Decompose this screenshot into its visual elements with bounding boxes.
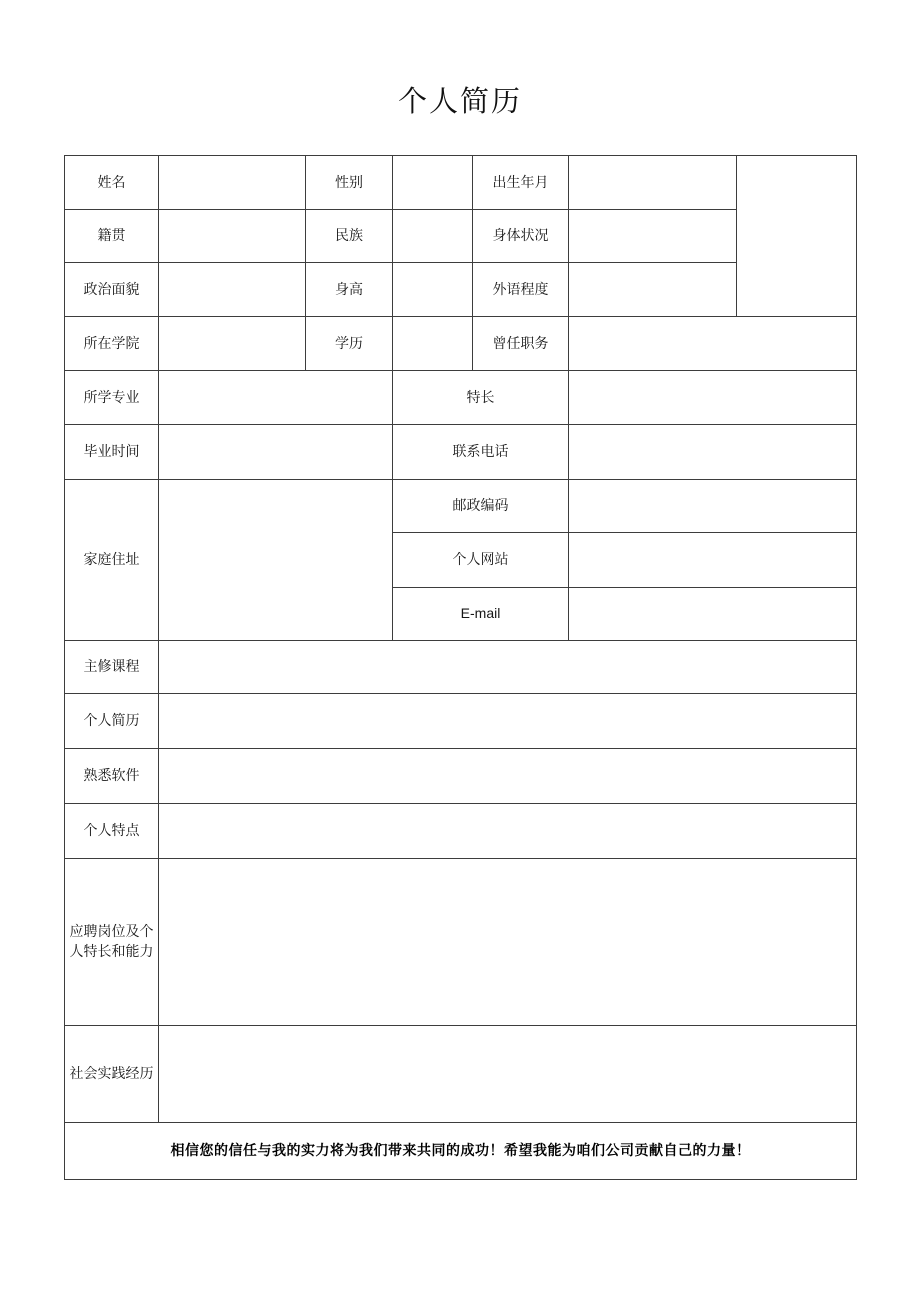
- home-address-value[interactable]: [159, 480, 393, 641]
- graduation-time-label: 毕业时间: [65, 425, 159, 480]
- closing-slogan: 相信您的信任与我的实力将为我们带来共同的成功！希望我能为咱们公司贡献自己的力量！: [65, 1123, 857, 1180]
- personal-resume-label: 个人简历: [65, 694, 159, 749]
- major-value[interactable]: [159, 371, 393, 425]
- foreign-language-label: 外语程度: [473, 263, 569, 317]
- name-value[interactable]: [159, 156, 306, 210]
- education-level-value[interactable]: [393, 317, 473, 371]
- main-courses-label: 主修课程: [65, 641, 159, 694]
- page-title: 个人简历: [397, 86, 522, 118]
- main-courses-value[interactable]: [159, 641, 857, 694]
- graduation-time-value[interactable]: [159, 425, 393, 480]
- height-value[interactable]: [393, 263, 473, 317]
- postal-code-label: 邮政编码: [393, 480, 569, 533]
- former-position-label: 曾任职务: [473, 317, 569, 371]
- college-value[interactable]: [159, 317, 306, 371]
- table-row: [65, 425, 857, 480]
- college-label: 所在学院: [65, 317, 159, 371]
- personal-website-label: 个人网站: [393, 533, 569, 588]
- photo-placeholder[interactable]: [737, 156, 857, 317]
- table-row: [65, 1123, 857, 1180]
- email-label: E-mail: [393, 588, 569, 641]
- specialty-label: 特长: [393, 371, 569, 425]
- specialty-value[interactable]: [569, 371, 857, 425]
- social-practice-value[interactable]: [159, 1026, 857, 1123]
- table-row: [65, 1026, 857, 1123]
- major-label: 所学专业: [65, 371, 159, 425]
- contact-phone-label: 联系电话: [393, 425, 569, 480]
- health-condition-value[interactable]: [569, 210, 737, 263]
- foreign-language-value[interactable]: [569, 263, 737, 317]
- former-position-value[interactable]: [569, 317, 857, 371]
- home-address-label: 家庭住址: [65, 480, 159, 641]
- personal-resume-value[interactable]: [159, 694, 857, 749]
- email-value[interactable]: [569, 588, 857, 641]
- table-row: [65, 156, 857, 210]
- personal-traits-label: 个人特点: [65, 804, 159, 859]
- familiar-software-value[interactable]: [159, 749, 857, 804]
- health-condition-label: 身体状况: [473, 210, 569, 263]
- table-row: [65, 641, 857, 694]
- political-status-value[interactable]: [159, 263, 306, 317]
- height-label: 身高: [306, 263, 393, 317]
- table-row: [65, 371, 857, 425]
- target-position-strengths-value[interactable]: [159, 859, 857, 1026]
- postal-code-value[interactable]: [569, 480, 857, 533]
- contact-phone-value[interactable]: [569, 425, 857, 480]
- table-row: [65, 480, 857, 533]
- gender-value[interactable]: [393, 156, 473, 210]
- target-position-strengths-label: 应聘岗位及个人特长和能力: [65, 859, 159, 1026]
- table-row: [65, 317, 857, 371]
- table-row: [65, 859, 857, 1026]
- name-label: 姓名: [65, 156, 159, 210]
- political-status-label: 政治面貌: [65, 263, 159, 317]
- table-row: [65, 694, 857, 749]
- native-place-value[interactable]: [159, 210, 306, 263]
- gender-label: 性别: [306, 156, 393, 210]
- resume-table: [64, 155, 857, 1180]
- table-row: [65, 804, 857, 859]
- education-level-label: 学历: [306, 317, 393, 371]
- table-row: [65, 749, 857, 804]
- ethnicity-label: 民族: [306, 210, 393, 263]
- social-practice-label: 社会实践经历: [65, 1026, 159, 1123]
- personal-traits-value[interactable]: [159, 804, 857, 859]
- ethnicity-value[interactable]: [393, 210, 473, 263]
- native-place-label: 籍贯: [65, 210, 159, 263]
- birth-date-label: 出生年月: [473, 156, 569, 210]
- familiar-software-label: 熟悉软件: [65, 749, 159, 804]
- birth-date-value[interactable]: [569, 156, 737, 210]
- personal-website-value[interactable]: [569, 533, 857, 588]
